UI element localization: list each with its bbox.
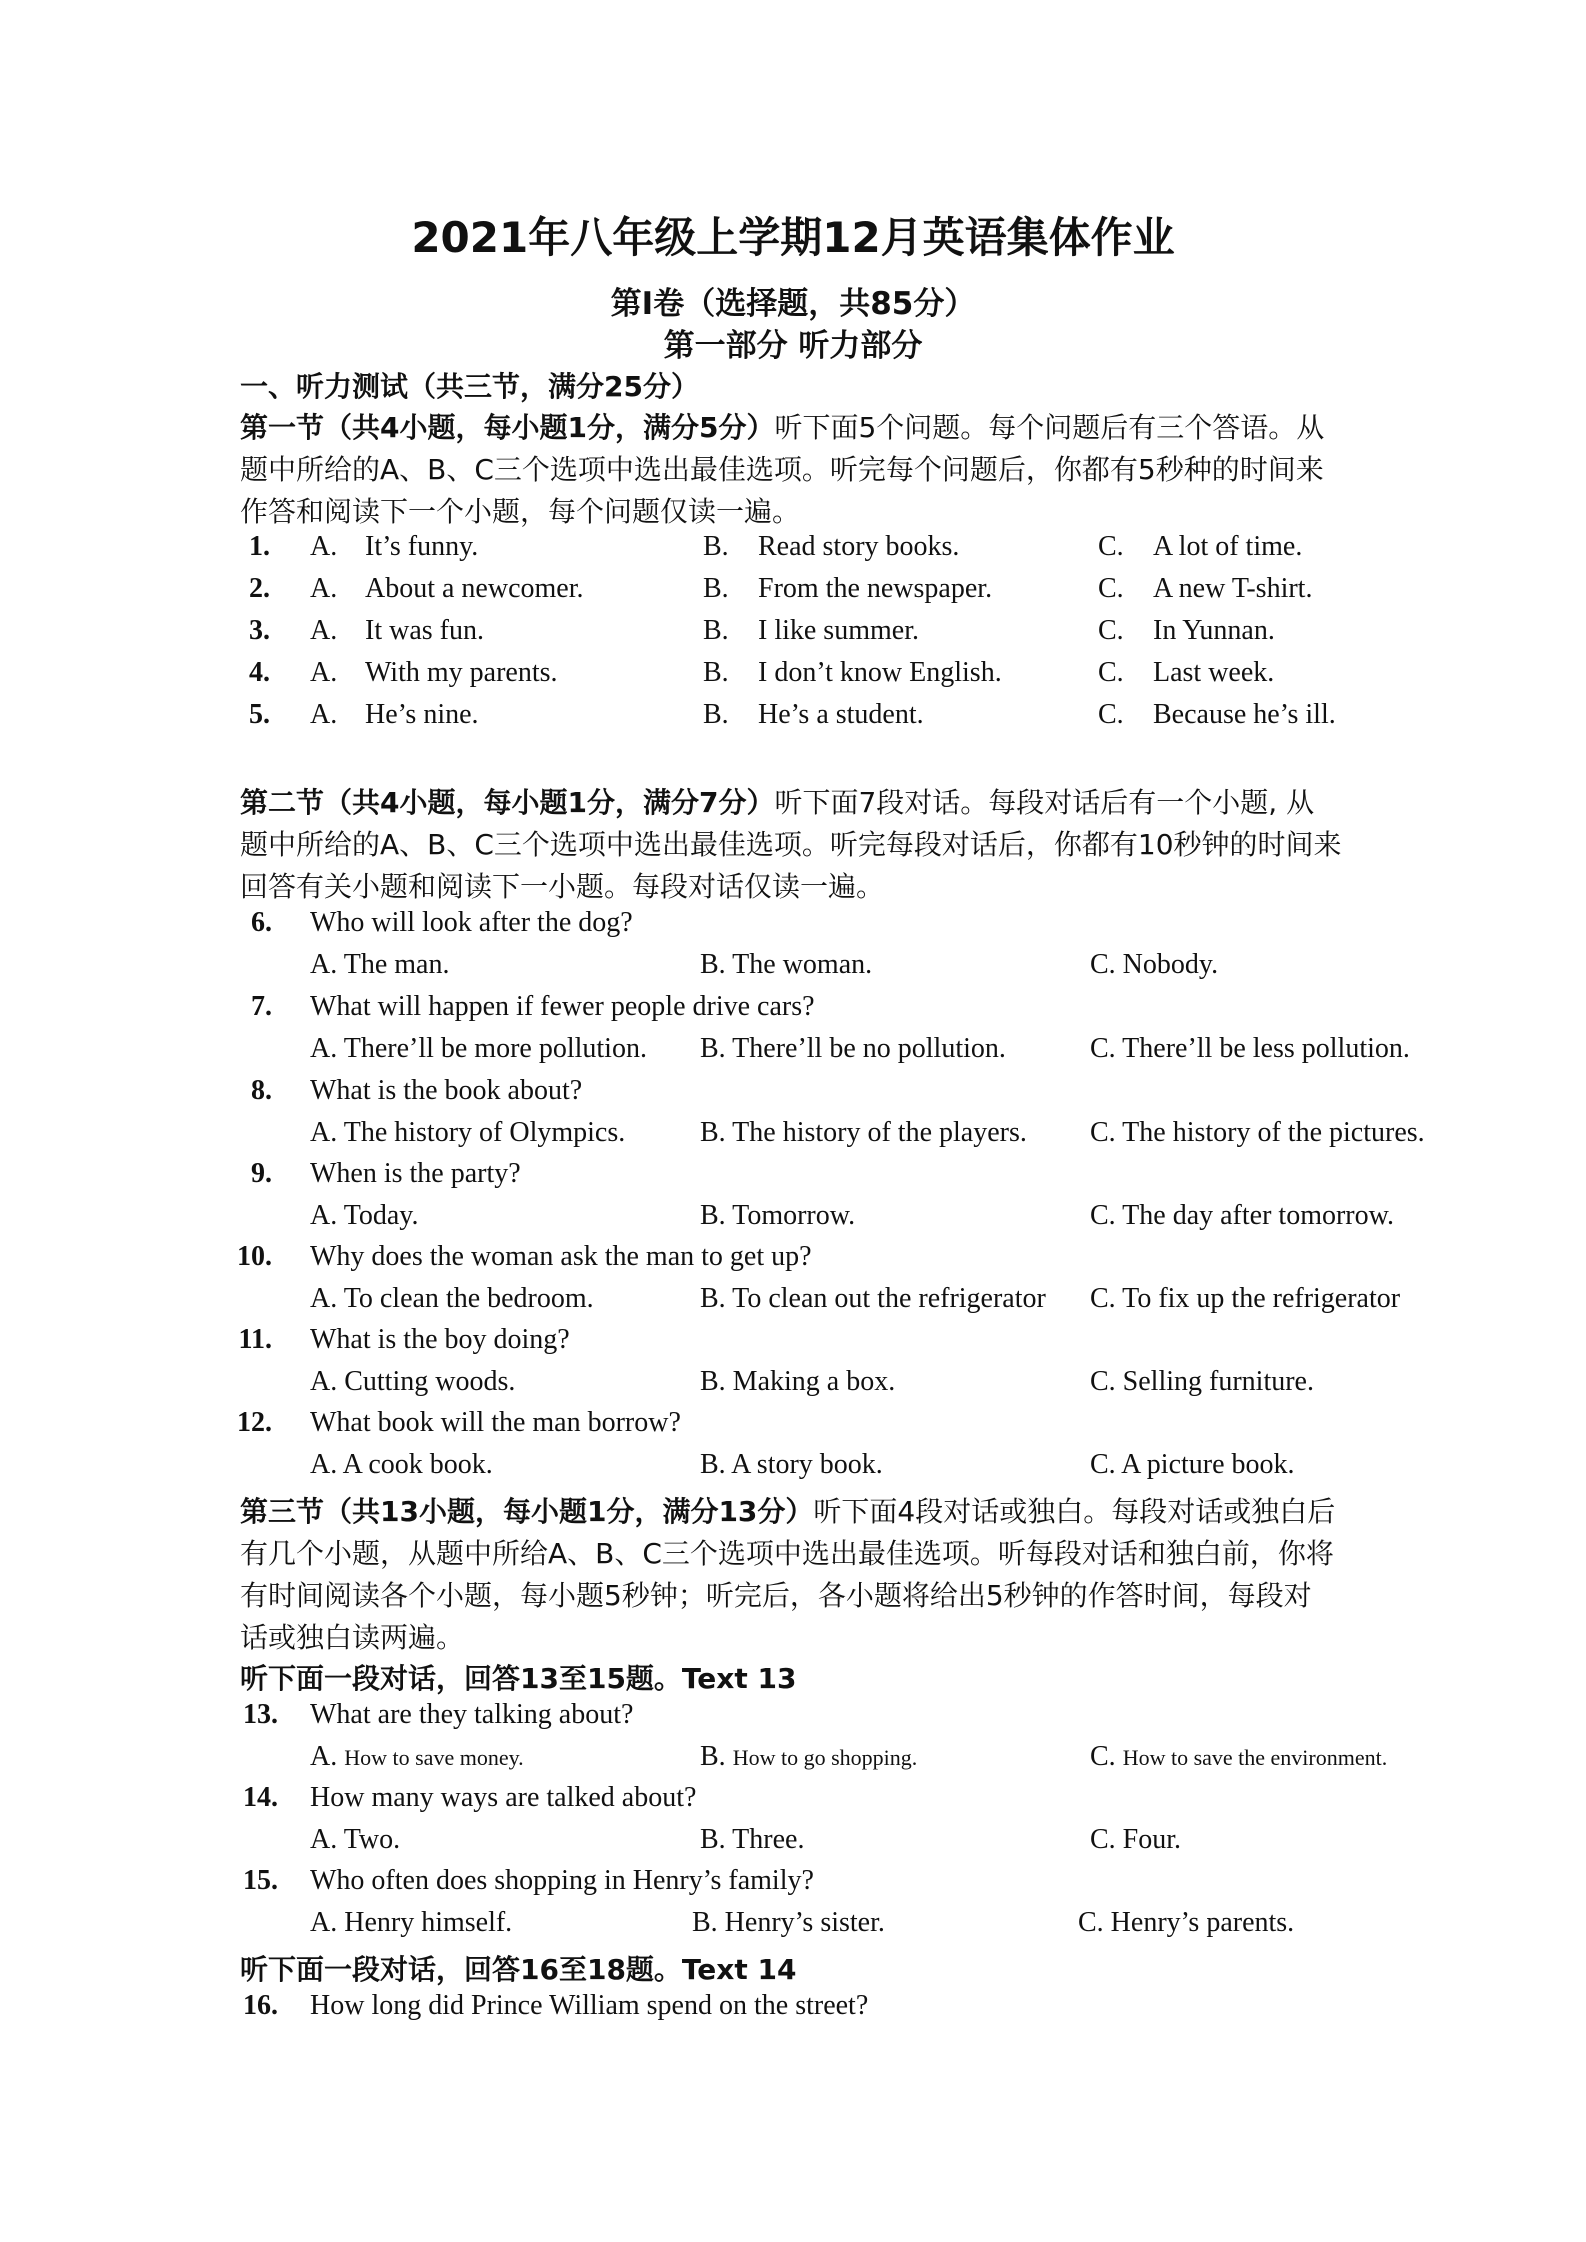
question-stem: How long did Prince William spend on the street? [310, 1990, 869, 2021]
text14-heading: 听下面一段对话，回答16至18题。Text 14 [240, 1953, 797, 1986]
option-letter-a: A. [310, 1741, 338, 1772]
option-a: A. Cutting woods. [310, 1366, 516, 1397]
option-letter-a: A. [310, 615, 338, 646]
option-letter-c: C. [1098, 699, 1124, 730]
question-number: 9. [251, 1158, 272, 1189]
question-stem: When is the party? [310, 1158, 521, 1189]
question-stem: What is the boy doing? [310, 1324, 570, 1355]
option-a: It’s funny. [365, 531, 479, 562]
text13-heading: 听下面一段对话，回答13至15题。Text 13 [240, 1662, 797, 1695]
option-c: Because he’s ill. [1153, 699, 1336, 730]
option-letter-a: A. [310, 699, 338, 730]
volume-title: 第I卷（选择题，共85分） [610, 286, 976, 322]
question-number: 8. [251, 1075, 272, 1106]
option-c: C. Nobody. [1090, 949, 1219, 980]
question-number: 16. [243, 1990, 278, 2021]
question-stem: What will happen if fewer people drive cars? [310, 991, 815, 1022]
question-number: 5. [249, 699, 270, 730]
option-letter-b: B. [703, 657, 729, 688]
option-letter-b: B. [703, 615, 729, 646]
sub3-heading: 第三节（共13小题，每小题1分，满分13分） [240, 1495, 814, 1528]
option-c: A new T-shirt. [1153, 573, 1313, 604]
option-b: I don’t know English. [758, 657, 1002, 688]
question-number: 13. [243, 1699, 278, 1730]
sub1-heading: 第一节（共4小题，每小题1分，满分5分） [240, 411, 775, 444]
option-letter-c: C. [1098, 615, 1124, 646]
option-letter-a: A. [310, 573, 338, 604]
sub1-line-2: 作答和阅读下一个小题，每个问题仅读一遍。 [240, 495, 801, 528]
option-b: Read story books. [758, 531, 960, 562]
option-b: B. Tomorrow. [700, 1200, 856, 1231]
option-b: B. There’ll be no pollution. [700, 1033, 1006, 1064]
question-stem: Who will look after the dog? [310, 907, 633, 938]
section-one-heading: 一、听力测试（共三节，满分25分） [240, 370, 699, 403]
sub2-heading: 第二节（共4小题，每小题1分，满分7分） [240, 786, 775, 819]
sub3-line-1: 有几个小题，从题中所给A、B、C三个选项中选出最佳选项。听每段对话和独白前，你将 [240, 1537, 1334, 1570]
option-a: About a newcomer. [365, 573, 584, 604]
sub3-instructions [240, 1490, 1335, 1530]
option-a: A. There’ll be more pollution. [310, 1033, 647, 1064]
option-b: B. Henry’s sister. [692, 1907, 885, 1938]
option-letter-b: B. [703, 573, 729, 604]
question-number: 12. [237, 1407, 272, 1438]
option-a: A. Henry himself. [310, 1907, 513, 1938]
option-b: B. Three. [700, 1824, 805, 1855]
option-b: B. Making a box. [700, 1366, 896, 1397]
sub3-line-2: 有时间阅读各个小题，每小题5秒钟；听完后，各小题将给出5秒钟的作答时间，每段对 [240, 1579, 1312, 1612]
sub2-instructions [240, 781, 1314, 821]
sub2-line-2: 回答有关小题和阅读下一小题。每段对话仅读一遍。 [240, 870, 885, 903]
sub1-instructions [240, 406, 1324, 446]
option-a: He’s nine. [365, 699, 479, 730]
option-letter-b: B. [700, 1741, 726, 1772]
option-c: C. Henry’s parents. [1078, 1907, 1295, 1938]
option-a: With my parents. [365, 657, 558, 688]
option-a [310, 1741, 524, 1773]
question-stem: How many ways are talked about? [310, 1782, 697, 1813]
option-c-text: How to save the environment. [1122, 1745, 1388, 1770]
option-c: Last week. [1153, 657, 1275, 688]
option-letter-b: B. [703, 699, 729, 730]
sub1-line-0: 听下面5个问题。每个问题后有三个答语。从 [774, 411, 1325, 444]
question-number: 1. [249, 531, 270, 562]
question-stem: Why does the woman ask the man to get up? [310, 1241, 812, 1272]
question-number: 2. [249, 573, 270, 604]
question-number: 7. [251, 991, 272, 1022]
sub3-line-0: 听下面4段对话或独白。每段对话或独白后 [813, 1495, 1336, 1528]
question-stem: What is the book about? [310, 1075, 583, 1106]
option-c: C. Selling furniture. [1090, 1366, 1314, 1397]
sub2-line-1: 题中所给的A、B、C三个选项中选出最佳选项。听完每段对话后，你都有10秒钟的时间来 [240, 828, 1342, 861]
option-a: A. The history of Olympics. [310, 1117, 626, 1148]
option-letter-a: A. [310, 657, 338, 688]
option-b: B. The history of the players. [700, 1117, 1027, 1148]
sub2-line-0: 听下面7段对话。每段对话后有一个小题, 从 [774, 786, 1315, 819]
option-b: B. The woman. [700, 949, 873, 980]
sub1-line-1: 题中所给的A、B、C三个选项中选出最佳选项。听完每个问题后，你都有5秒种的时间来 [240, 453, 1324, 486]
question-stem: Who often does shopping in Henry’s family? [310, 1865, 814, 1896]
option-b [700, 1741, 917, 1773]
option-c: C. The day after tomorrow. [1090, 1200, 1395, 1231]
option-c: In Yunnan. [1153, 615, 1275, 646]
option-b: B. A story book. [700, 1449, 883, 1480]
option-c: C. Four. [1090, 1824, 1182, 1855]
option-b: B. To clean out the refrigerator [700, 1283, 1046, 1314]
question-number: 11. [238, 1324, 272, 1355]
option-letter-c: C. [1098, 573, 1124, 604]
question-stem: What book will the man borrow? [310, 1407, 681, 1438]
page-title: 2021年八年级上学期12月英语集体作业 [411, 213, 1175, 262]
option-b: I like summer. [758, 615, 919, 646]
option-b-text: How to go shopping. [732, 1745, 918, 1770]
option-letter-c: C. [1098, 531, 1124, 562]
option-a: A. A cook book. [310, 1449, 493, 1480]
question-stem: What are they talking about? [310, 1699, 634, 1730]
option-a: A. Today. [310, 1200, 419, 1231]
option-a: It was fun. [365, 615, 484, 646]
option-c [1090, 1741, 1387, 1773]
option-b: From the newspaper. [758, 573, 993, 604]
option-letter-c: C. [1090, 1741, 1116, 1772]
option-a: A. Two. [310, 1824, 401, 1855]
option-c: C. There’ll be less pollution. [1090, 1033, 1410, 1064]
question-number: 3. [249, 615, 270, 646]
sub3-line-3: 话或独白读两遍。 [240, 1621, 465, 1654]
option-b: He’s a student. [758, 699, 924, 730]
option-c: C. A picture book. [1090, 1449, 1295, 1480]
option-letter-b: B. [703, 531, 729, 562]
option-a-text: How to save money. [344, 1745, 524, 1770]
question-number: 4. [249, 657, 270, 688]
option-a: A. The man. [310, 949, 450, 980]
option-c: A lot of time. [1153, 531, 1303, 562]
option-letter-a: A. [310, 531, 338, 562]
option-letter-c: C. [1098, 657, 1124, 688]
option-c: C. To fix up the refrigerator [1090, 1283, 1401, 1314]
question-number: 15. [243, 1865, 278, 1896]
question-number: 14. [243, 1782, 278, 1813]
part-title: 第一部分 听力部分 [663, 328, 923, 364]
option-a: A. To clean the bedroom. [310, 1283, 594, 1314]
option-c: C. The history of the pictures. [1090, 1117, 1425, 1148]
question-number: 10. [237, 1241, 272, 1272]
question-number: 6. [251, 907, 272, 938]
